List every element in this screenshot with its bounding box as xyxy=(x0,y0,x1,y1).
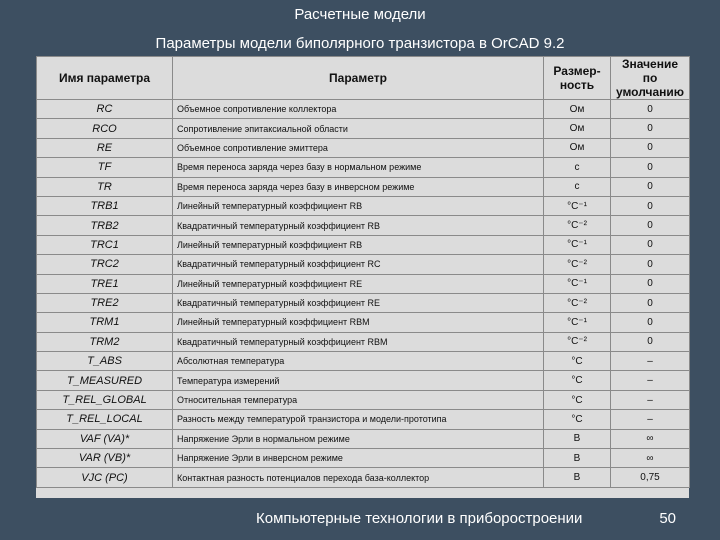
param-default-cell: 0 xyxy=(611,138,690,157)
param-description-cell: Относительная температура xyxy=(173,390,544,409)
table-header-row xyxy=(37,57,690,100)
param-description-cell: Напряжение Эрли в инверсном режиме xyxy=(173,449,544,468)
table-row xyxy=(37,352,690,371)
table-row xyxy=(37,371,690,390)
param-unit-cell: °С⁻¹ xyxy=(544,313,611,332)
param-default-cell: 0 xyxy=(611,235,690,254)
param-name-cell: T_REL_LOCAL xyxy=(37,410,173,429)
param-unit-cell: с xyxy=(544,158,611,177)
slide-section-title: Расчетные модели xyxy=(294,6,426,23)
param-default-cell: – xyxy=(611,390,690,409)
param-default-cell: 0 xyxy=(611,274,690,293)
slide-subtitle: Параметры модели биполярного транзистора в OrCAD 9.2 xyxy=(155,35,565,52)
param-description-cell: Время переноса заряда через базу в инверсном режиме xyxy=(173,177,544,196)
table-row xyxy=(37,177,690,196)
param-description-cell: Линейный температурный коэффициент RE xyxy=(173,274,544,293)
param-default-cell: – xyxy=(611,371,690,390)
table-row xyxy=(37,313,690,332)
param-description-cell: Квадратичный температурный коэффициент RC xyxy=(173,255,544,274)
param-name-cell: RCO xyxy=(37,119,173,138)
param-description-cell: Линейный температурный коэффициент RB xyxy=(173,196,544,215)
param-description-cell: Сопротивление эпитаксиальной области xyxy=(173,119,544,138)
param-default-cell: 0 xyxy=(611,216,690,235)
param-name-cell: T_ABS xyxy=(37,352,173,371)
param-default-cell: 0 xyxy=(611,255,690,274)
table-row xyxy=(37,255,690,274)
param-default-cell: – xyxy=(611,352,690,371)
parameters-table xyxy=(36,56,690,488)
param-name-cell: TRC1 xyxy=(37,235,173,254)
table-row xyxy=(37,235,690,254)
param-unit-cell: °С⁻² xyxy=(544,255,611,274)
table-row xyxy=(37,119,690,138)
param-name-cell: TRM2 xyxy=(37,332,173,351)
param-name-cell: TRB2 xyxy=(37,216,173,235)
param-default-cell: ∞ xyxy=(611,449,690,468)
table-row xyxy=(37,196,690,215)
table-row xyxy=(37,429,690,448)
param-name-cell: TRB1 xyxy=(37,196,173,215)
param-default-cell: 0 xyxy=(611,177,690,196)
param-unit-cell: В xyxy=(544,429,611,448)
parameters-table-container xyxy=(36,56,689,498)
param-description-cell: Объемное сопротивление коллектора xyxy=(173,100,544,119)
table-row xyxy=(37,158,690,177)
param-description-cell: Квадратичный температурный коэффициент RE xyxy=(173,293,544,312)
table-row xyxy=(37,332,690,351)
param-name-cell: TRE2 xyxy=(37,293,173,312)
param-description-cell: Контактная разность потенциалов перехода база-коллектор xyxy=(173,468,544,487)
table-row xyxy=(37,410,690,429)
param-name-cell: VAR (VB)* xyxy=(37,449,173,468)
param-unit-cell: Ом xyxy=(544,100,611,119)
table-row xyxy=(37,293,690,312)
column-header-name: Имя параметра xyxy=(37,57,173,100)
param-unit-cell: °С⁻² xyxy=(544,216,611,235)
param-name-cell: RC xyxy=(37,100,173,119)
param-description-cell: Объемное сопротивление эмиттера xyxy=(173,138,544,157)
param-description-cell: Время переноса заряда через базу в нормальном режиме xyxy=(173,158,544,177)
table-row xyxy=(37,274,690,293)
param-default-cell: 0 xyxy=(611,332,690,351)
table-row xyxy=(37,468,690,487)
param-default-cell: 0 xyxy=(611,313,690,332)
param-unit-cell: °С⁻¹ xyxy=(544,274,611,293)
param-unit-cell: В xyxy=(544,468,611,487)
param-default-cell: 0 xyxy=(611,119,690,138)
param-name-cell: TF xyxy=(37,158,173,177)
param-default-cell: – xyxy=(611,410,690,429)
param-unit-cell: °С xyxy=(544,410,611,429)
param-default-cell: 0,75 xyxy=(611,468,690,487)
param-description-cell: Линейный температурный коэффициент RB xyxy=(173,235,544,254)
param-description-cell: Линейный температурный коэффициент RBM xyxy=(173,313,544,332)
param-default-cell: 0 xyxy=(611,100,690,119)
param-unit-cell: Ом xyxy=(544,138,611,157)
param-description-cell: Абсолютная температура xyxy=(173,352,544,371)
param-name-cell: TRE1 xyxy=(37,274,173,293)
column-header-unit: Размер-ность xyxy=(544,57,611,100)
param-unit-cell: °С xyxy=(544,390,611,409)
param-name-cell: TRM1 xyxy=(37,313,173,332)
param-unit-cell: °С⁻¹ xyxy=(544,235,611,254)
param-unit-cell: °С⁻¹ xyxy=(544,196,611,215)
param-name-cell: T_MEASURED xyxy=(37,371,173,390)
column-header-default: Значение по умолчанию xyxy=(611,57,690,100)
table-row xyxy=(37,390,690,409)
param-unit-cell: °С⁻² xyxy=(544,332,611,351)
param-description-cell: Квадратичный температурный коэффициент RB xyxy=(173,216,544,235)
param-name-cell: VJC (PC) xyxy=(37,468,173,487)
param-description-cell: Температура измерений xyxy=(173,371,544,390)
param-default-cell: ∞ xyxy=(611,429,690,448)
param-name-cell: TRC2 xyxy=(37,255,173,274)
page-number: 50 xyxy=(659,510,676,527)
slide-footer xyxy=(0,506,720,536)
param-unit-cell: В xyxy=(544,449,611,468)
param-name-cell: TR xyxy=(37,177,173,196)
param-unit-cell: °С⁻² xyxy=(544,293,611,312)
param-default-cell: 0 xyxy=(611,293,690,312)
param-unit-cell: Ом xyxy=(544,119,611,138)
table-row xyxy=(37,100,690,119)
param-name-cell: VAF (VA)* xyxy=(37,429,173,448)
footer-course-title: Компьютерные технологии в приборостроении xyxy=(256,510,583,527)
table-row xyxy=(37,138,690,157)
param-name-cell: RE xyxy=(37,138,173,157)
column-header-parameter: Параметр xyxy=(173,57,544,100)
param-description-cell: Напряжение Эрли в нормальном режиме xyxy=(173,429,544,448)
param-unit-cell: с xyxy=(544,177,611,196)
param-name-cell: T_REL_GLOBAL xyxy=(37,390,173,409)
param-description-cell: Квадратичный температурный коэффициент RBM xyxy=(173,332,544,351)
param-default-cell: 0 xyxy=(611,158,690,177)
table-row xyxy=(37,216,690,235)
param-unit-cell: °С xyxy=(544,352,611,371)
param-unit-cell: °С xyxy=(544,371,611,390)
param-default-cell: 0 xyxy=(611,196,690,215)
table-row xyxy=(37,449,690,468)
param-description-cell: Разность между температурой транзистора и модели-прототипа xyxy=(173,410,544,429)
